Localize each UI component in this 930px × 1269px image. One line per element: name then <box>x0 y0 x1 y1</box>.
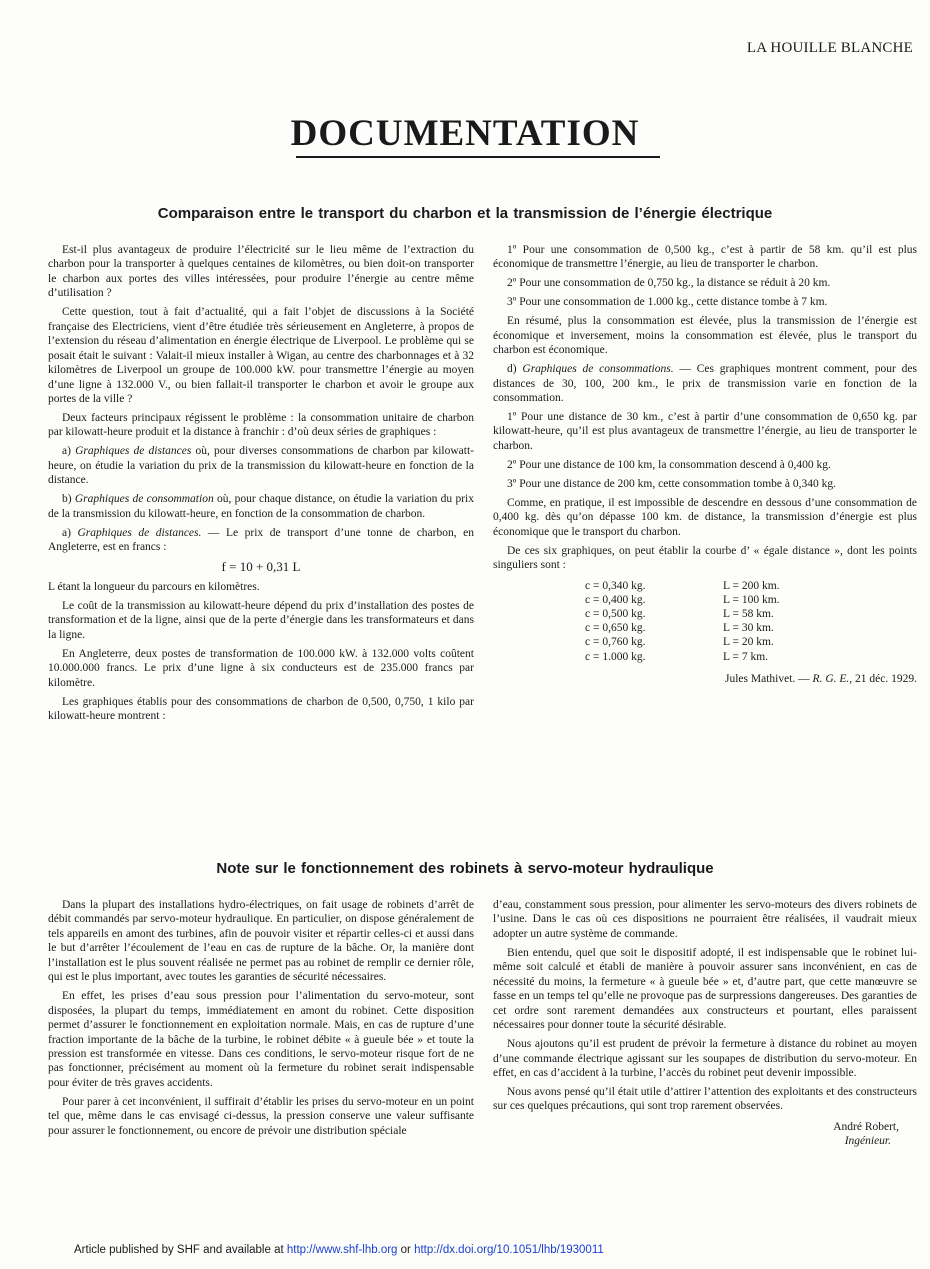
footer-text: Article published by SHF and available at <box>74 1244 287 1256</box>
source-date: 21 déc. 1929. <box>852 672 917 685</box>
distance-cell: L = 30 km. <box>723 622 774 635</box>
article2-author-title: Ingénieur. <box>844 1135 891 1148</box>
article1-right-column <box>493 243 917 691</box>
item-text: où, pour diverses consommations de charbon par kilowatt-heure, on étudie la variation du prix de la transmission du kilowatt-heure en fonction de la distance. <box>48 445 474 487</box>
consumption-cell: c = 0,650 kg. <box>585 622 646 635</box>
consumption-cell: c = 0,400 kg. <box>585 593 646 606</box>
distance-cell: L = 100 km. <box>723 593 780 606</box>
table-row <box>585 621 780 635</box>
paragraph: En Angleterre, deux postes de transformation de 100.000 kW. à 132.000 volts coûtent 10.000.000 francs. Le prix d’une ligne à six conducteurs est de 235.000 francs par kilomètre. <box>48 647 474 689</box>
consumption-cell: c = 0,760 kg. <box>585 636 646 649</box>
footer-text: or <box>397 1244 415 1256</box>
article2-left-column <box>48 898 474 1143</box>
article1-signature <box>493 672 917 686</box>
paragraph-graph-d <box>493 362 917 405</box>
paragraph: L étant la longueur du parcours en kilomètres. <box>48 581 260 594</box>
item-term: Graphiques de distances. <box>77 526 202 539</box>
source-name: R. G. E., <box>812 672 853 685</box>
paragraph: 2º Pour une distance de 100 km, la consommation descend à 0,400 kg. <box>507 458 831 471</box>
item-term: Graphiques de consommations. <box>522 363 674 376</box>
distance-cell: L = 200 km. <box>723 579 780 592</box>
table-row <box>585 579 780 593</box>
table-row <box>585 635 780 649</box>
paragraph: Cette question, tout à fait d’actualité, qui a fait l’objet de discussions à la Société française des Electriciens, vient d’être étudiée très sérieusement en Angleterre, à propos de l’extension du réseau d’alimentation en énergie électrique de Liverpool. Le problème qui se posait était le suivant : Valait-il mieux installer à Wigan, au centre des charbonnages et à 32 kilomètres de Liverpool un groupe de 100.000 kW. pour transmettre l’énergie au moyen d’une ligne à 132.000 V., ou bien fallait-il transporter le charbon et avoir le groupe aux portes de la ville ? <box>48 306 474 406</box>
paragraph: Le coût de la transmission au kilowatt-heure dépend du prix d’installation des postes de transformation et de la ligne, ainsi que de la perte d’énergie dans les transformateurs et dans la ligne. <box>48 599 474 641</box>
paragraph: De ces six graphiques, on peut établir la courbe d’ « égale distance », dont les points singuliers sont : <box>493 544 917 572</box>
running-head: LA HOUILLE BLANCHE <box>746 40 913 56</box>
paragraph: En effet, les prises d’eau sous pression pour l’alimentation du servo-moteur, sont disposées, la plupart du temps, immédiatement en amont du robinet. Cette disposition permet d’assurer le fonctionnement en exploitation normale. Mais, en cas de rupture d’une fraction importante de la bâche de la turbine, le robinet débite « à gueule bée » et toute la pression est transformée en vitesse. Dans ces conditions, le servo-moteur risque fort de ne pas fonctionner, précisément au moment où la fermeture du robinet serait indispensable pour éviter de très graves accidents. <box>48 990 474 1089</box>
paragraph: En résumé, plus la consommation est élevée, plus la transmission de l’énergie est économique et inversement, moins la consommation est élevée, plus le transport du charbon est économique. <box>493 315 917 357</box>
item-term: Graphiques de distances <box>75 445 192 458</box>
singular-points-table <box>585 579 780 664</box>
paragraph: 1º Pour une distance de 30 km., c’est à partir d’une consommation de 0,650 kg. par kilowatt-heure, qu’il est plus avantageux de transmettre l’énergie, au lieu de transporter le charbon. <box>493 411 917 452</box>
table-row <box>585 650 780 664</box>
item-text: — Le prix de transport d’une tonne de charbon, en Angleterre, est en francs : <box>48 526 474 554</box>
paragraph: Pour parer à cet inconvénient, il suffirait d’établir les prises du servo-moteur en un point tel que, même dans le cas envisagé ci-dessus, la pression conserve une valeur suffisante pour assurer le fonctionnement, ou encore de prévoir une distribution spéciale <box>48 1095 474 1137</box>
item-label: d) <box>507 363 523 376</box>
paragraph: 2º Pour une consommation de 0,750 kg., la distance se réduit à 20 km. <box>507 277 831 290</box>
footer-link-shf[interactable]: http://www.shf-lhb.org <box>286 1244 398 1256</box>
item-term: Graphiques de consommation <box>74 493 214 506</box>
paragraph: Nous ajoutons qu’il est prudent de prévoir la fermeture à distance du robinet au moyen d’une commande électrique agissant sur les soupapes de distribution du servo-moteur. En effet, en cas d’accident à la turbine, l’accès du robinet peut devenir impossible. <box>493 1038 917 1079</box>
paragraph: Deux facteurs principaux régissent le problème : la consommation unitaire de charbon par kilowatt-heure produit et la distance à franchir : d’où deux séries de graphiques : <box>48 411 474 439</box>
paragraph: Les graphiques établis pour des consommations de charbon de 0,500, 0,750, 1 kilo par kilowatt-heure montrent : <box>48 695 474 723</box>
item-text: où, pour chaque distance, on étudie la variation du prix de la transmission du kilowatt-heure, en fonction de la consommation de charbon. <box>48 493 474 520</box>
paragraph: Dans la plupart des installations hydro-électriques, on fait usage de robinets d’arrêt de débit commandés par servo-moteur hydraulique. En particulier, on dispose généralement de tels appareils en amont des turbines, afin de pouvoir visiter et répartir celles-ci et aussi dans le but d’arrêter l’écoulement de l’eau en cas de rupture de la bâche. Or, la manière dont l’installation est le plus souvent réalisée ne permet pas au robinet de remplir ce dernier rôle, qui est le plus important, avec toutes les garanties de sécurité nécessaires. <box>48 899 474 984</box>
consumption-cell: c = 0,500 kg. <box>585 607 646 620</box>
article2-right-column <box>493 898 917 1149</box>
paragraph: 3º Pour une distance de 200 km, cette consommation tombe à 0,340 kg. <box>507 477 837 490</box>
paragraph: Comme, en pratique, il est impossible de descendre en dessous d’une consommation de 0,400 kg. dès qu’on dépasse 100 km. de distance, la transmission d’énergie est plus économique que le transport du charbon. <box>493 496 917 538</box>
item-label: b) <box>62 493 75 506</box>
paragraph: Bien entendu, quel que soit le dispositif adopté, il est indispensable que le robinet lui-même soit calculé et établi de manière à pouvoir assurer sans inconvénient, en cas de nécessité du moins, la fermeture « à gueule bée » et, d’autre part, que cette manœuvre se fasse en un temps tel qu’elle ne provoque pas de surpressions dangereuses. Des garanties de cet ordre sont rarement demandées aux constructeurs et pourtant, elles paraissent nécessaires pour donner toute la sécurité désirable. <box>493 946 917 1032</box>
footer-link-doi[interactable]: http://dx.doi.org/10.1051/lhb/1930011 <box>414 1244 604 1256</box>
paragraph-graph-a <box>48 444 474 487</box>
paragraph: d’eau, constamment sous pression, pour alimenter les servo-moteurs des divers robinets de l’usine. Dans le cas où ces dispositions ne pourraient être réalisées, il vaudrait mieux adopter un autre système de commande. <box>493 899 917 940</box>
article2-author: André Robert, <box>833 1120 899 1133</box>
author-name: Jules Mathivet. — <box>725 672 813 685</box>
article1-title: Comparaison entre le transport du charbon et la transmission de l’énergie électrique <box>157 205 773 222</box>
formula: f = 10 + 0,31 L <box>221 558 301 574</box>
page-title: DOCUMENTATION <box>290 113 640 154</box>
footer <box>74 1244 604 1256</box>
item-text: — Ces graphiques montrent comment, pour des distances de 30, 100, 200 km., le prix de transmission varie en fonction de la consommation. <box>493 363 917 405</box>
article1-left-column <box>48 243 474 728</box>
item-label: a) <box>62 526 78 539</box>
consumption-cell: c = 1.000 kg. <box>585 650 646 663</box>
title-underline <box>296 156 660 158</box>
table-row <box>585 607 780 621</box>
table-row <box>585 593 780 607</box>
distance-cell: L = 7 km. <box>723 650 769 663</box>
distance-cell: L = 20 km. <box>723 636 774 649</box>
paragraph-graph-b <box>48 492 474 521</box>
paragraph: 3º Pour une consommation de 1.000 kg., cette distance tombe à 7 km. <box>507 296 828 309</box>
item-label: a) <box>62 445 76 458</box>
paragraph: Est-il plus avantageux de produire l’électricité sur le lieu même de l’extraction du charbon pour la transporter à quelques centaines de kilomètres, ou bien doit-on transporter le charbon aux portes des villes intéressées, pour produire l’énergie au centre même d’utilisation ? <box>48 244 474 300</box>
paragraph: 1º Pour une consommation de 0,500 kg., c’est à partir de 58 km. qu’il est plus économique de transmettre l’énergie, au lieu de transporter le charbon. <box>493 244 917 271</box>
consumption-cell: c = 0,340 kg. <box>585 579 646 592</box>
distance-cell: L = 58 km. <box>723 607 774 620</box>
paragraph-graph-a2 <box>48 526 474 555</box>
paragraph: Nous avons pensé qu’il était utile d’attirer l’attention des exploitants et des constructeurs sur ces quelques précautions, qui sont trop rarement observées. <box>493 1085 917 1113</box>
article2-title: Note sur le fonctionnement des robinets à servo-moteur hydraulique <box>216 860 714 877</box>
